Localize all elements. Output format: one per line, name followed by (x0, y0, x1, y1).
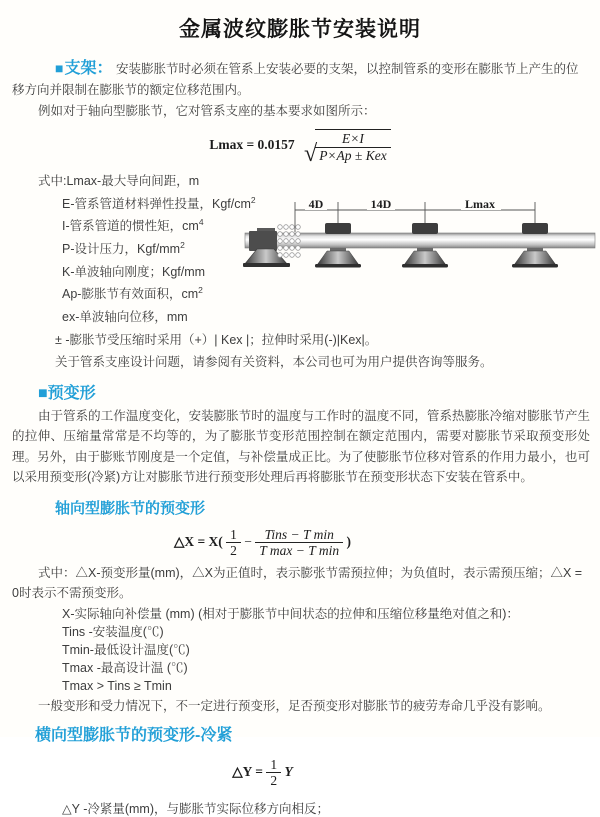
one-half-fraction: $\frac{1}{2}$ (266, 757, 281, 789)
axial-note: 一般变形和受力情况下，不一定进行预变形，足否预变形对膨胀节的疲劳寿命几乎没有影响。 (38, 698, 551, 713)
lateral-formula-rhs: Y (284, 764, 293, 780)
definition-e: E-管系管道材料弹性投量，Kgf/$cm^2$ (62, 194, 256, 211)
definition-ap: Ap-膨胀节有效面积，$cm^2$ (62, 285, 203, 302)
formula-definitions-block (0, 168, 600, 372)
definition-ex: ex-单波轴向位移，mm (62, 310, 188, 325)
axial-item-tmax: Tmax -最高设计温 (℃) (62, 660, 188, 675)
support-example-line: 例如对于轴向型膨胀节，它对管系支座的基本要求如图所示： (38, 104, 376, 118)
axial-formula-lhs: △X = X( (173, 534, 223, 550)
lateral-subheading: 横向型膨胀节的预变形-冷紧 (35, 726, 233, 744)
axial-item-inequality: Tmax > Tins ≥ Tmin (62, 678, 172, 693)
preform-paragraph: 由于管系的工作温度变化，安装膨胀节时的温度与工作时的温度不同，管系热膨胀冷缩对膨胀节产生的拉伸、压缩量常常是不均等的，为了膨胀节变形范围控制在额定范围内，需要对膨胀节采取预变形处理。另外，由于膨账节刚度是一个定值，与补偿量成正比。为了使膨胀节位移对管系的作用力最小，也可以采用预变形(冷紧)方让对膨胀节进行预变形处理后再将膨胀节在预变形状态下安装在管系中。 (12, 408, 590, 485)
radical-expression (304, 129, 391, 168)
axial-formula-rhs: ) (346, 534, 352, 550)
axial-preform-formula (0, 527, 525, 559)
temperature-fraction: $\frac{\text{Tins − T min}}{\text{T max − T min}}$ (255, 527, 343, 559)
dim-label-14d: 14D (370, 197, 392, 212)
pipe-support-diagram (243, 195, 598, 277)
formula-coefficient: Lmax = 0.0157 (209, 137, 295, 153)
axial-item-tins: Tins -安装温度(℃) (62, 624, 164, 639)
support-intro-text: 安装膨胀节时必须在管系上安装必要的支架，以控制管系的变形在膨胀节上产生的位移方向并限制在膨胀节的额定位移范围内。 (12, 62, 579, 97)
definition-p: P-设计压力，Kgf/$mm^2$ (62, 240, 185, 257)
section-square-icon: ■ (38, 384, 48, 402)
axial-item-tmin: Tmin-最低设计温度(℃) (62, 642, 190, 657)
minus-operator: − (244, 534, 252, 550)
definition-k: K-单波轴向刚度；Kgf/mm (62, 264, 206, 279)
support-section-heading (55, 60, 112, 77)
preform-section-heading (38, 380, 600, 403)
axial-subheading: 轴向型膨胀节的预变形 (55, 499, 206, 517)
definition-i: I-管系管道的惯性矩，$cm^4$ (62, 217, 204, 234)
dim-label-4d: 4D (308, 197, 324, 212)
lateral-formula-lhs: △Y = (232, 764, 263, 780)
formula-numerator: E×I (315, 131, 391, 148)
axial-definition-list (0, 605, 600, 695)
preform-heading-label: 预变形 (47, 384, 96, 402)
one-half-fraction: $\frac{1}{2}$ (226, 527, 241, 559)
section-square-icon: ■ (55, 60, 64, 76)
page-title: 金属波纹膨胀节安装说明 (179, 18, 421, 41)
dim-label-lmax: Lmax (465, 197, 495, 212)
definition-plus-minus: ± -膨胀节受压缩时采用（+）| Kex |；拉伸时采用(-)|Kex|。 (55, 332, 378, 347)
support-intro-paragraph (12, 58, 588, 101)
lateral-note: △Y -冷紧量(mm)，与膨胀节实际位移方向相反； (62, 802, 330, 816)
support-service-note: 关于管系支座设计问题，请参阅有关资料，本公司也可为用户提供咨询等服务。 (55, 355, 493, 370)
lateral-preform-formula (0, 757, 525, 789)
definition-lmax: 式中:Lmax-最大导向间距，m (38, 174, 200, 189)
axial-item-x: X-实际轴向补偿量 (mm) (相对于膨胀节中间状态的拉伸和压缩位移量绝对值之和)： (62, 606, 519, 621)
formula-denominator: P×Ap ± Kex (319, 147, 387, 163)
support-heading-label: 支架： (64, 60, 113, 77)
axial-formula-explanation: 式中：△X-预变形量(mm)，△X为正值时，表示膨张节需预拉伸；为负值时，表示需预压缩；△X = 0时表示不需预变形。 (12, 565, 583, 600)
radical-sign-icon: √ (304, 141, 318, 168)
guide-spacing-formula (0, 129, 600, 168)
